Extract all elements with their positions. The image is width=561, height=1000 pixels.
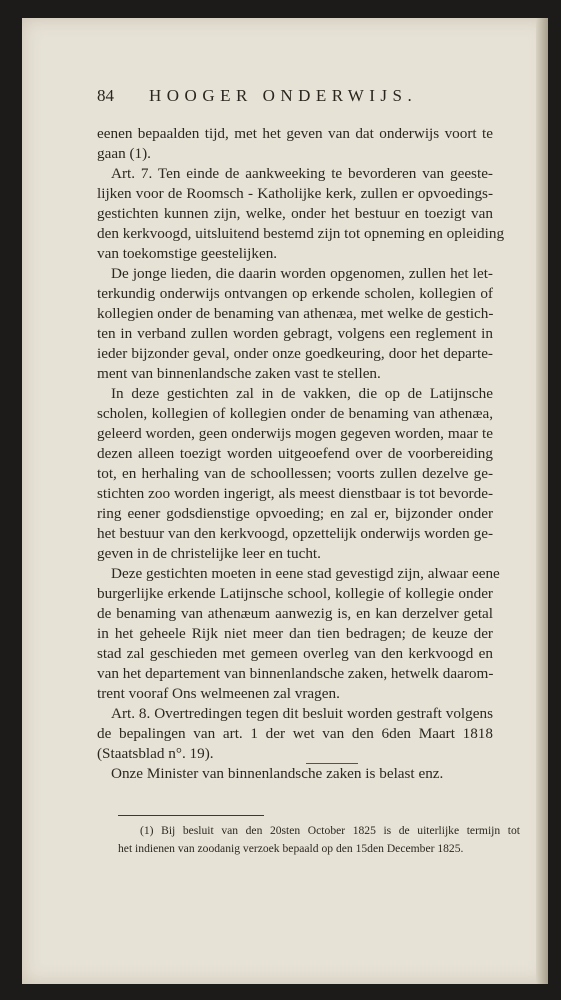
- section-divider: [306, 763, 358, 764]
- footnote: [118, 822, 520, 858]
- running-title: HOOGER ONDERWIJS.: [149, 86, 418, 105]
- text-line: het bestuur van den kerkvoogd, opzettelijk onderwijs worden ge-: [97, 525, 493, 542]
- page-header: [97, 86, 467, 106]
- text-line: trent vooraf Ons welmeenen zal vragen.: [97, 685, 340, 702]
- text-line: terkundig onderwijs ontvangen op erkende scholen, kollegien of: [97, 285, 493, 302]
- text-line: in het geheele Rijk niet meer dan tien bedragen; de keuze der: [97, 625, 493, 642]
- text-line: (Staatsblad n°. 19).: [97, 745, 214, 762]
- text-line: stad zal geschieden met gemeen overleg van den kerkvoogd en: [97, 645, 493, 662]
- text-line: dezen alleen toezigt worden uitgeoefend over de voorbereiding: [97, 445, 493, 462]
- text-line: den kerkvoogd, uitsluitend bestemd zijn tot opneming en opleiding: [97, 225, 505, 242]
- text-line: Deze gestichten moeten in eene stad gevestigd zijn, alwaar eene: [111, 565, 500, 582]
- text-line: het indienen van zoodanig verzoek bepaald op den 15den December 1825.: [118, 842, 464, 855]
- page-number: 84: [97, 86, 114, 105]
- text-line: In deze gestichten zal in de vakken, die op de Latijnsche: [111, 385, 493, 402]
- body-text: [97, 124, 505, 784]
- text-line: Onze Minister van binnenlandsche zaken is belast enz.: [111, 765, 444, 782]
- text-line: stichten zoo worden ingerigt, als meest dienstbaar is tot bevorde-: [97, 485, 493, 502]
- text-line: Art. 7. Ten einde de aankweeking te bevorderen van geeste-: [111, 165, 493, 182]
- text-line: De jonge lieden, die daarin worden opgenomen, zullen het let-: [111, 265, 493, 282]
- text-line: de benaming van athenæum aanwezig is, en kan derzelver getal: [97, 605, 493, 622]
- text-line: eenen bepaalden tijd, met het geven van dat onderwijs voort te: [97, 125, 493, 142]
- text-line: geven in de christelijke leer en tucht.: [97, 545, 321, 562]
- page-spine-shadow: [536, 18, 548, 984]
- text-line: ten in verband zullen worden gebragt, volgens een reglement in: [97, 325, 493, 342]
- text-line: tot, en herhaling van de schoollessen; voorts zullen dezelve ge-: [97, 465, 493, 482]
- text-line: gestichten kunnen zijn, welke, onder het bestuur en toezigt van: [97, 205, 493, 222]
- text-line: ring eener godsdienstige opvoeding; en zal er, bijzonder onder: [97, 505, 493, 522]
- text-line: lijken voor de Roomsch - Katholijke kerk, zullen er opvoedings-: [97, 185, 493, 202]
- text-line: (1) Bij besluit van den 20sten October 1825 is de uiterlijke termijn tot: [140, 824, 520, 837]
- text-line: de bepalingen van art. 1 der wet van den 6den Maart 1818: [97, 725, 493, 742]
- footnote-rule: [118, 815, 264, 816]
- text-line: kollegien onder de benaming van athenæa, met welke de gestich-: [97, 305, 494, 322]
- text-line: burgerlijke erkende Latijnsche school, kollegie of kollegie onder: [97, 585, 493, 602]
- text-line: gaan (1).: [97, 145, 151, 162]
- text-line: ment van binnenlandsche zaken vast te stellen.: [97, 365, 381, 382]
- text-line: van het departement van binnenlandsche zaken, hetwelk daarom-: [97, 665, 494, 682]
- text-line: Art. 8. Overtredingen tegen dit besluit worden gestraft volgens: [111, 705, 493, 722]
- text-line: van toekomstige geestelijken.: [97, 245, 278, 262]
- text-line: scholen, kollegien of kollegien onder de benaming van athenæa,: [97, 405, 493, 422]
- text-line: geleerd worden, geen onderwijs mogen gegeven worden, maar te: [97, 425, 493, 442]
- text-line: ieder bijzonder geval, onder onze goedkeuring, door het departe-: [97, 345, 493, 362]
